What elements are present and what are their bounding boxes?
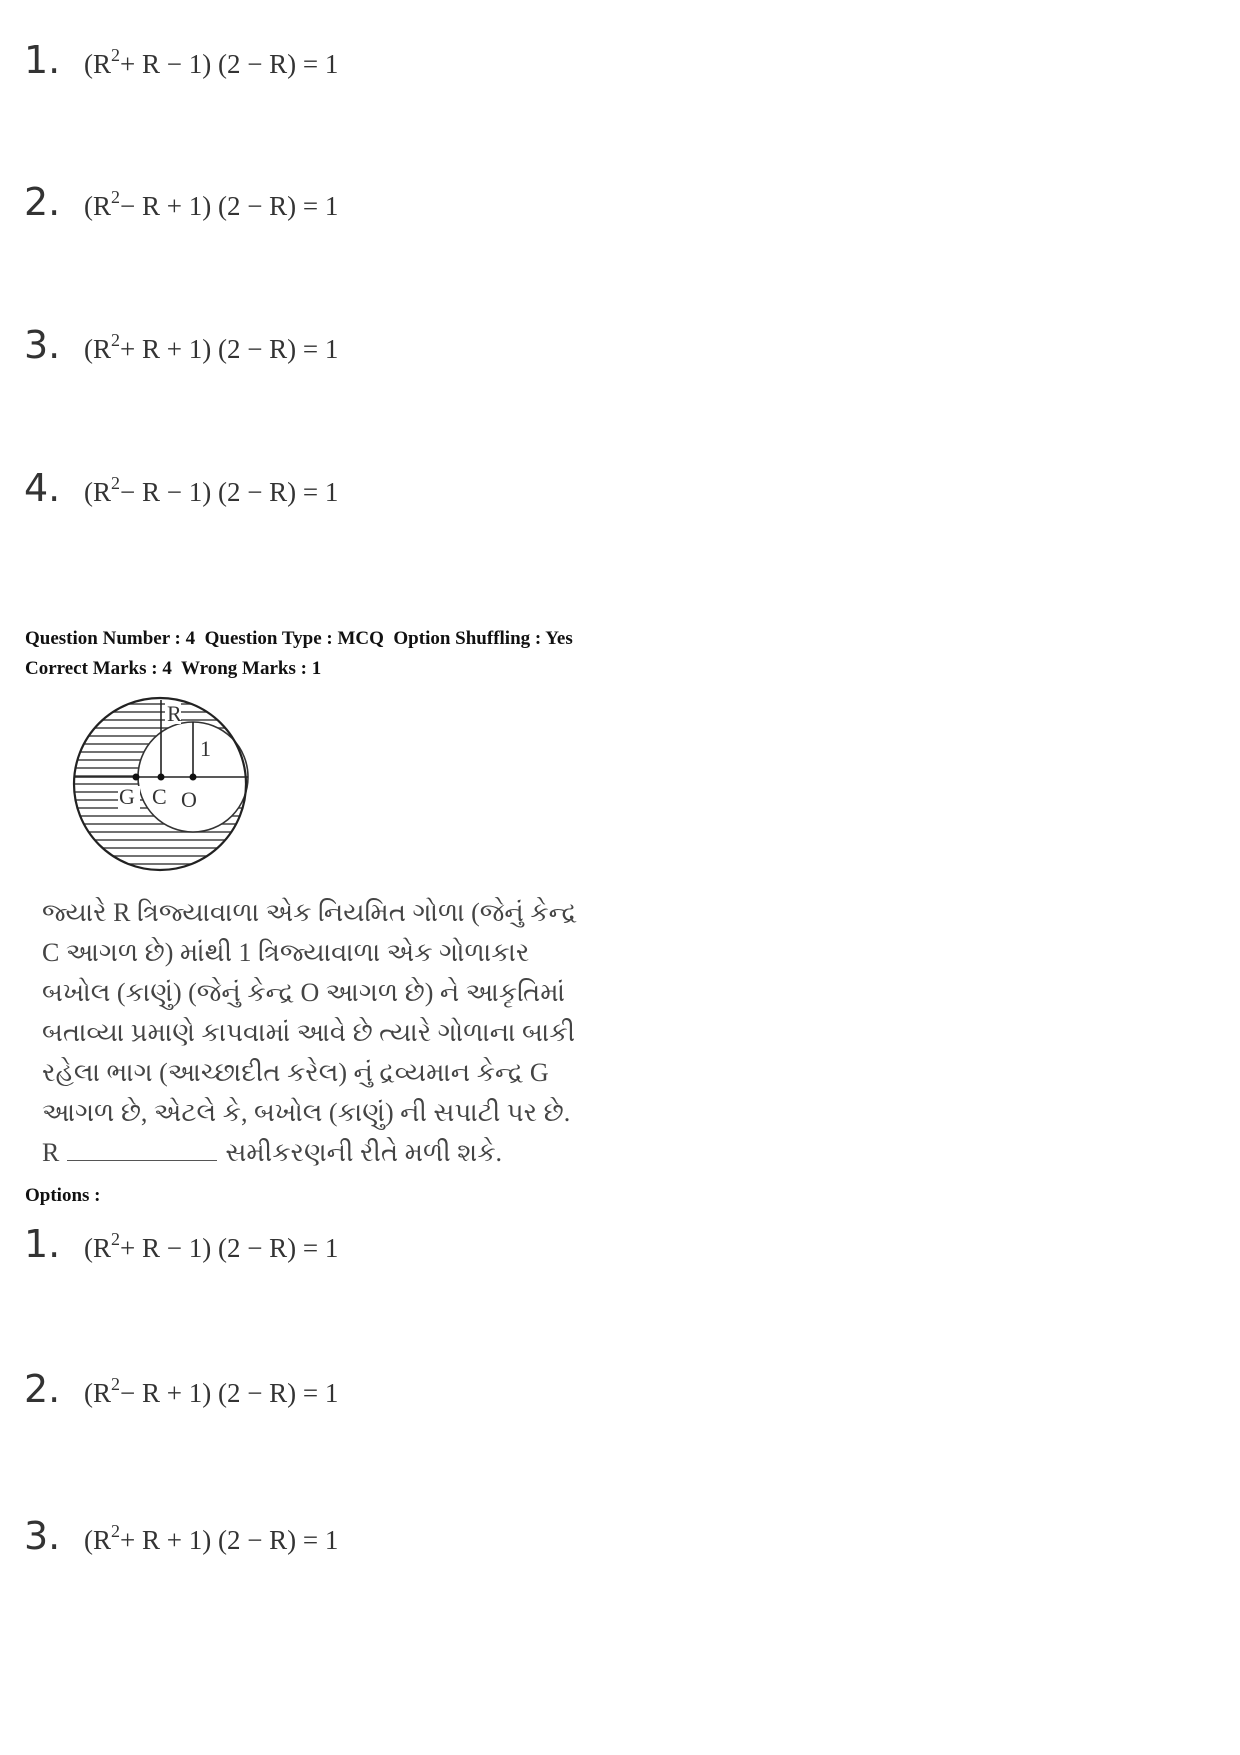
option-equation: $(R^2- R + 1) (2 - R) = 1$ [84,187,339,221]
label-O: O [181,787,197,812]
option-equation: $(R^2+ R - 1) (2 - R) = 1$ [84,1229,339,1263]
label-1: 1 [200,736,211,761]
option-2[interactable] [24,1367,338,1411]
question-meta-line-2: Correct Marks : 4 Wrong Marks : 1 [25,658,322,679]
question-text-line: જ્યારે R ત્રિજ્યાવાળા એક નિયમિત ગોળા (જેનું કેન્દ્ર [42,898,578,927]
question-text-line: બખોલ (કાણું) (જેનું કેન્દ્ર O આગળ છે) ને આકૃતિમાં [42,978,565,1007]
point-O [190,774,197,781]
point-G [133,774,140,781]
option-equation: $(R^2- R + 1) (2 - R) = 1$ [84,1374,339,1408]
question-text-line: C આગળ છે) માંથી 1 ત્રિજ્યાવાળા એક ગોળાકાર [42,938,530,967]
question-text-line: રહેલા ભાગ (આચ્છાદીત કરેલ) નું દ્રવ્યમાન કેન્દ્ર G [42,1058,549,1087]
sphere-cavity-figure [60,694,260,874]
option-number: 1. [24,1222,61,1266]
top-option-2 [24,180,338,224]
label-G: G [119,784,135,809]
point-C [158,774,165,781]
options-label: Options : [25,1185,101,1206]
option-equation: $(R^2+ R + 1) (2 - R) = 1$ [84,1521,339,1555]
label-R: R [167,701,182,726]
option-3[interactable] [24,1514,338,1558]
option-1[interactable] [24,1222,338,1266]
option-number: 3. [24,323,61,367]
option-number: 3. [24,1514,61,1558]
question-text-line: આગળ છે, એટલે કે, બખોલ (કાણું) ની સપાટી પર છે. [42,1098,571,1127]
label-C: C [152,784,167,809]
question-text-last-line: R સમીકરણની રીતે મળી શકે. [42,1138,503,1167]
option-equation: $(R^2+ R + 1) (2 - R) = 1$ [84,330,339,364]
answer-blank [67,1142,217,1161]
option-equation: $(R^2+ R - 1) (2 - R) = 1$ [84,45,339,79]
top-option-4 [24,466,338,510]
top-option-1 [24,38,338,82]
question-meta-line-1: Question Number : 4 Question Type : MCQ Option Shuffling : Yes [25,628,573,649]
option-number: 2. [24,180,61,224]
option-number: 2. [24,1367,61,1411]
option-number: 4. [24,466,61,510]
option-equation: $(R^2- R - 1) (2 - R) = 1$ [84,473,339,507]
top-option-3 [24,323,338,367]
question-text [42,893,578,1173]
option-number: 1. [24,38,61,82]
question-text-line: બતાવ્યા પ્રમાણે કાપવામાં આવે છે ત્યારે ગોળાના બાકી [42,1018,576,1047]
